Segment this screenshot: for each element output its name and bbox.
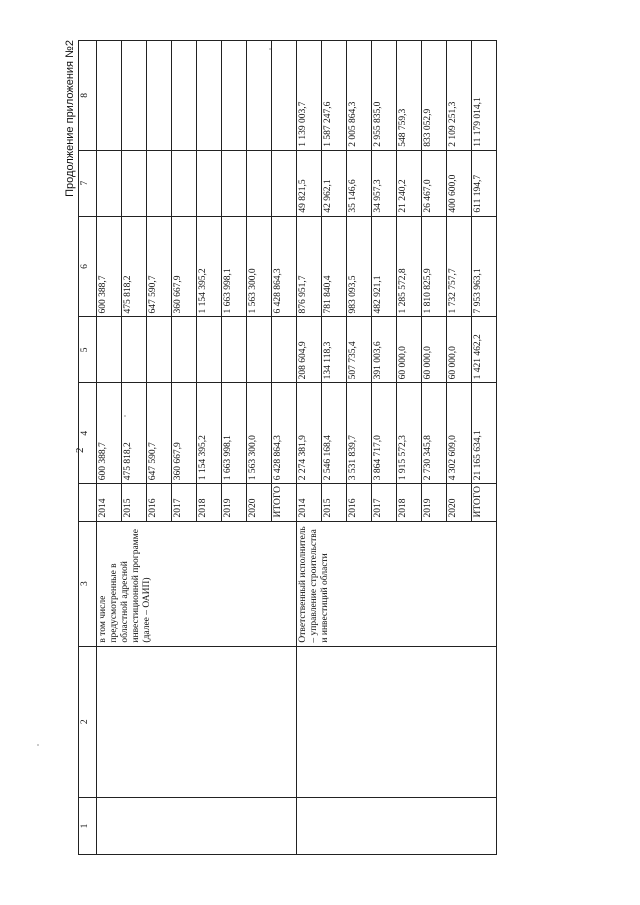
year-cell: 2019	[422, 484, 447, 521]
value-cell-5	[247, 317, 272, 383]
value-cell-5: 60 000,0	[447, 317, 472, 383]
col-number-2: 2	[79, 646, 97, 797]
value-cell-6: 7 953 963,1	[472, 216, 497, 317]
group2-body	[297, 41, 497, 855]
value-cell-4: 6 428 864,3	[272, 383, 297, 484]
value-cell-5: 1 421 462,2	[472, 317, 497, 383]
value-cell-4: 1 563 300,0	[247, 383, 272, 484]
year-cell: 2014	[297, 484, 322, 521]
value-cell-5	[172, 317, 197, 383]
value-cell-6: 876 951,7	[297, 216, 322, 317]
value-cell-7	[172, 150, 197, 216]
value-cell-6: 482 921,1	[372, 216, 397, 317]
value-cell-6: 6 428 864,3	[272, 216, 297, 317]
col-number-4: 4	[79, 383, 97, 484]
value-cell-5	[197, 317, 222, 383]
value-cell-5	[272, 317, 297, 383]
column-number-row	[79, 41, 97, 855]
value-cell-7: 49 821,5	[297, 150, 322, 216]
value-cell-7: 400 600,0	[447, 150, 472, 216]
value-cell-4: 600 388,7	[97, 383, 122, 484]
value-cell-5: 208 604,9	[297, 317, 322, 383]
value-cell-8	[147, 41, 172, 151]
year-cell: 2016	[347, 484, 372, 521]
year-cell: 2016	[147, 484, 172, 521]
value-cell-8	[172, 41, 197, 151]
value-cell-6: 1 563 300,0	[247, 216, 272, 317]
value-cell-8: 2 109 251,3	[447, 41, 472, 151]
value-cell-7: 21 240,2	[397, 150, 422, 216]
value-cell-5: 60 000,0	[397, 317, 422, 383]
value-cell-4: 360 667,9	[172, 383, 197, 484]
value-cell-8: 2 955 835,0	[372, 41, 397, 151]
col2-cell	[297, 646, 497, 797]
value-cell-6: 1 663 998,1	[222, 216, 247, 317]
value-cell-7	[222, 150, 247, 216]
value-cell-4: 2 730 345,8	[422, 383, 447, 484]
value-cell-4: 2 546 168,4	[322, 383, 347, 484]
value-cell-6: 1 810 825,9	[422, 216, 447, 317]
year-cell: 2014	[97, 484, 122, 521]
year-cell: 2020	[447, 484, 472, 521]
value-cell-5	[97, 317, 122, 383]
col-number-3: 3	[79, 521, 97, 646]
scan-speck	[37, 744, 39, 746]
value-cell-8	[247, 41, 272, 151]
value-cell-7: 42 962,1	[322, 150, 347, 216]
table-row	[97, 41, 122, 855]
year-cell: 2015	[322, 484, 347, 521]
col2-cell	[97, 646, 297, 797]
col-number-1: 1	[79, 797, 97, 854]
value-cell-6: 1 732 757,7	[447, 216, 472, 317]
value-cell-4: 475 818,2	[122, 383, 147, 484]
group2-description: Ответственный исполнитель – управление строительства и инвестиций области	[297, 521, 497, 646]
col-number-7: 7	[79, 150, 97, 216]
value-cell-5: 134 118,3	[322, 317, 347, 383]
value-cell-4: 647 590,7	[147, 383, 172, 484]
year-cell: 2017	[172, 484, 197, 521]
value-cell-8	[222, 41, 247, 151]
value-cell-5: 391 003,6	[372, 317, 397, 383]
scan-speck	[269, 48, 271, 50]
value-cell-6: 1 285 572,8	[397, 216, 422, 317]
value-cell-6: 475 818,2	[122, 216, 147, 317]
year-cell: 2020	[247, 484, 272, 521]
value-cell-4: 3 531 839,7	[347, 383, 372, 484]
value-cell-8: 1 587 247,6	[322, 41, 347, 151]
col-number-5: 5	[79, 317, 97, 383]
col1-cell	[297, 797, 497, 854]
continuation-label: Продолжение приложения №2	[64, 40, 76, 197]
value-cell-4: 21 165 634,1	[472, 383, 497, 484]
value-cell-7	[272, 150, 297, 216]
value-cell-4: 1 915 572,3	[397, 383, 422, 484]
value-cell-8	[122, 41, 147, 151]
value-cell-7: 34 957,3	[372, 150, 397, 216]
value-cell-4: 2 274 381,9	[297, 383, 322, 484]
value-cell-8: 2 005 864,3	[347, 41, 372, 151]
year-cell: 2019	[222, 484, 247, 521]
value-cell-7	[122, 150, 147, 216]
value-cell-6: 781 840,4	[322, 216, 347, 317]
value-cell-5	[222, 317, 247, 383]
value-cell-7	[197, 150, 222, 216]
value-cell-8	[97, 41, 122, 151]
value-cell-8	[272, 41, 297, 151]
value-cell-6: 983 093,5	[347, 216, 372, 317]
value-cell-7	[97, 150, 122, 216]
year-cell: ИТОГО	[472, 484, 497, 521]
group1-body	[97, 41, 297, 855]
value-cell-4: 1 154 395,2	[197, 383, 222, 484]
value-cell-4: 3 864 717,0	[372, 383, 397, 484]
table-row	[297, 41, 322, 855]
value-cell-6: 1 154 395,2	[197, 216, 222, 317]
value-cell-7: 611 194,7	[472, 150, 497, 216]
value-cell-6: 647 590,7	[147, 216, 172, 317]
scan-speck	[124, 415, 126, 417]
year-cell: 2018	[397, 484, 422, 521]
year-cell: 2015	[122, 484, 147, 521]
value-cell-6: 600 388,7	[97, 216, 122, 317]
value-cell-5	[147, 317, 172, 383]
value-cell-6: 360 667,9	[172, 216, 197, 317]
value-cell-8: 1 139 003,7	[297, 41, 322, 151]
value-cell-5	[122, 317, 147, 383]
value-cell-8: 833 052,9	[422, 41, 447, 151]
value-cell-4: 4 302 609,0	[447, 383, 472, 484]
year-cell: ИТОГО	[272, 484, 297, 521]
appendix-table	[78, 40, 497, 855]
col-number-6: 6	[79, 216, 97, 317]
value-cell-5: 60 000,0	[422, 317, 447, 383]
value-cell-8: 548 759,3	[397, 41, 422, 151]
group1-description: в том числе предусмотренные в областной адресной инвестиционной программе (далее – ОАИП)	[97, 521, 297, 646]
col1-cell	[97, 797, 297, 854]
value-cell-7: 26 467,0	[422, 150, 447, 216]
value-cell-5: 507 735,4	[347, 317, 372, 383]
year-cell: 2018	[197, 484, 222, 521]
value-cell-7	[247, 150, 272, 216]
value-cell-8	[197, 41, 222, 151]
value-cell-7: 35 146,6	[347, 150, 372, 216]
value-cell-7	[147, 150, 172, 216]
value-cell-8: 11 179 014,1	[472, 41, 497, 151]
page-number: 2	[74, 447, 86, 453]
value-cell-4: 1 663 998,1	[222, 383, 247, 484]
col-number-year	[79, 484, 97, 521]
col-number-8: 8	[79, 41, 97, 151]
year-cell: 2017	[372, 484, 397, 521]
